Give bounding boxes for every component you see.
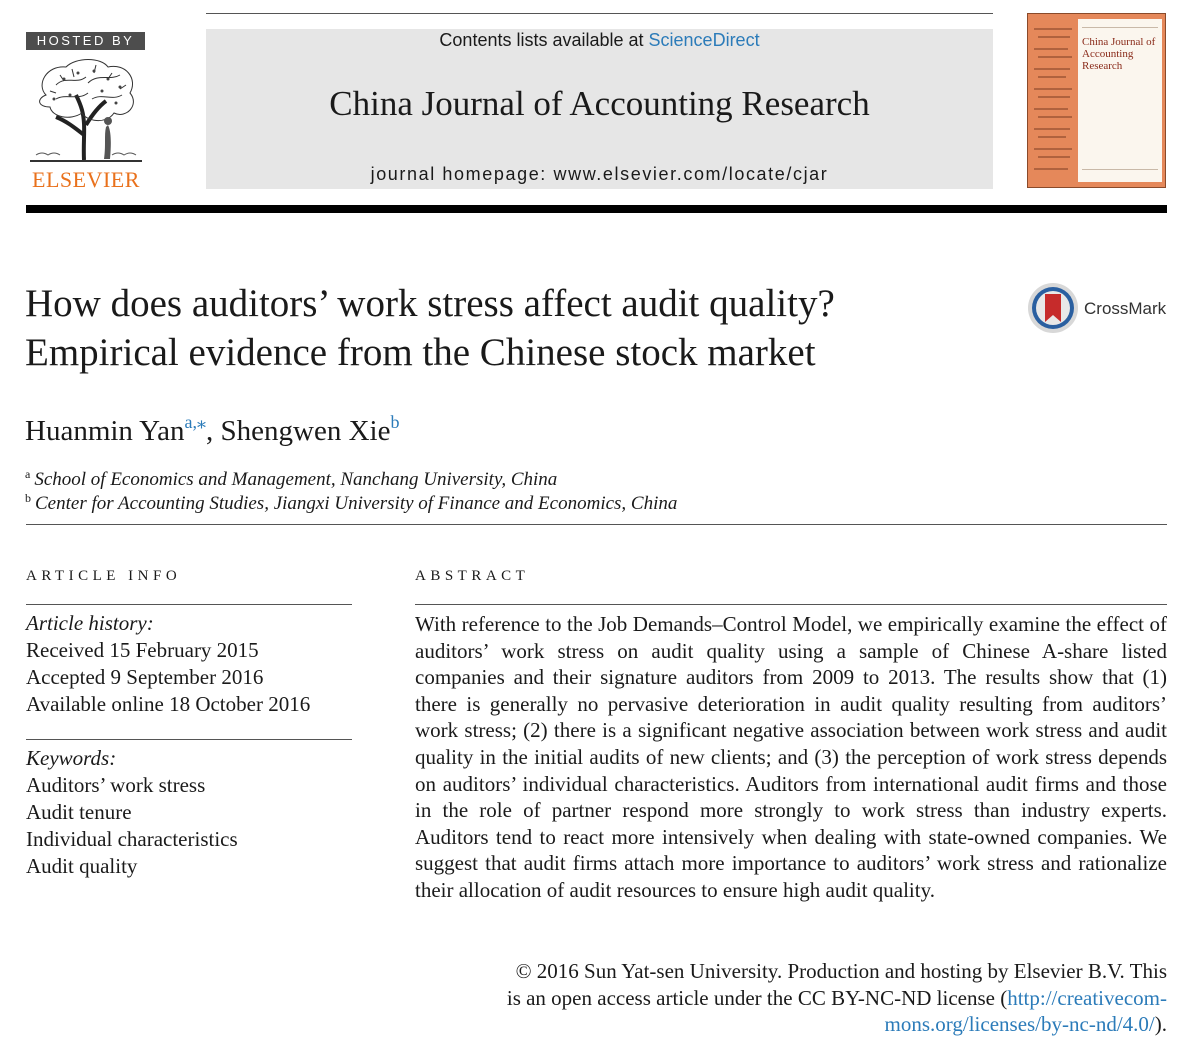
section-divider bbox=[26, 524, 1167, 525]
article-title-line2: Empirical evidence from the Chinese stock market bbox=[25, 331, 816, 374]
keywords-label: Keywords: bbox=[26, 746, 117, 770]
keyword-item: Auditors’ work stress bbox=[26, 773, 206, 797]
article-history-label: Article history: bbox=[26, 611, 154, 635]
license-link-continued[interactable]: mons.org/licenses/by-nc-nd/4.0/ bbox=[884, 1012, 1155, 1037]
affiliation-text: School of Economics and Management, Nanchang University, China bbox=[34, 469, 558, 490]
author-name[interactable]: Shengwen Xie bbox=[220, 415, 391, 447]
affiliation-b bbox=[25, 486, 677, 516]
crossmark-icon[interactable] bbox=[1027, 282, 1079, 334]
abstract-body: With reference to the Job Demands–Control Model, we empirically examine the effect of auditors’ work stress on audit quality using a sample of Chinese A-share listed companies and their signature auditors from 2009 to 2013. The results show that (1) there is generally no pervasive deterioration in audit quality resulting from auditors’ work stress; (2) there is a significant negative association between work stress and audit quality in the initial audits of new clients; and (3) the perception of work stress depends on auditors’ individual characteristics. Auditors from international audit firms and those in the role of partner respond more strongly to work stress than industry experts. Auditors tend to react more intensively when dealing with state-owned companies. We suggest that audit firms attach more importance to auditors’ work stress and rationalize their allocation of audit resources to ensure high audit quality. bbox=[415, 612, 1167, 902]
online-date: Available online 18 October 2016 bbox=[26, 692, 311, 716]
contents-prefix: Contents lists available at bbox=[439, 30, 649, 50]
journal-cover-thumbnail[interactable] bbox=[1027, 13, 1166, 188]
article-title-line1: How does auditors’ work stress affect audit quality? bbox=[25, 282, 835, 325]
author-list bbox=[25, 404, 399, 449]
author-name[interactable]: Huanmin Yan bbox=[25, 415, 185, 447]
copyright-notice bbox=[415, 958, 1167, 1038]
cover-rule bbox=[1082, 169, 1158, 170]
license-link[interactable]: http://creativecom- bbox=[1007, 985, 1167, 1010]
accepted-date: Accepted 9 September 2016 bbox=[26, 665, 264, 689]
author-affiliation-mark[interactable]: b bbox=[390, 412, 400, 432]
journal-title: China Journal of Accounting Research bbox=[329, 84, 870, 123]
contents-line bbox=[206, 29, 993, 51]
cover-contents-list bbox=[1032, 19, 1076, 181]
affiliation-text: Center for Accounting Studies, Jiangxi University of Finance and Economics, China bbox=[35, 493, 678, 514]
header-thick-rule bbox=[26, 205, 1167, 213]
cover-title-panel bbox=[1078, 19, 1162, 182]
abstract-heading: ABSTRACT bbox=[415, 568, 530, 584]
sciencedirect-link[interactable]: ScienceDirect bbox=[648, 30, 760, 50]
copyright-line2 bbox=[415, 985, 1167, 1012]
hosted-by-badge: HOSTED BY bbox=[26, 32, 145, 50]
license-text: is an open access article under the CC BY-NC-ND license ( bbox=[506, 985, 1008, 1010]
keyword-item: Individual characteristics bbox=[26, 827, 238, 851]
keywords-rule bbox=[26, 739, 352, 740]
abstract-rule bbox=[415, 604, 1167, 605]
affiliation-mark: b bbox=[25, 491, 31, 505]
article-info-heading: ARTICLE INFO bbox=[26, 568, 182, 584]
keyword-item: Audit quality bbox=[26, 854, 138, 878]
copyright-line1: © 2016 Sun Yat-sen University. Production and hosting by Elsevier B.V. This bbox=[515, 959, 1167, 983]
elsevier-tree-logo bbox=[26, 55, 146, 165]
cover-rule bbox=[1082, 27, 1158, 28]
article-title bbox=[25, 279, 1015, 377]
author-affiliation-mark[interactable]: a,⁎ bbox=[184, 412, 207, 432]
header-top-rule bbox=[206, 13, 993, 14]
author-separator: , bbox=[206, 415, 221, 447]
journal-homepage[interactable]: journal homepage: www.elsevier.com/locate/cjar bbox=[370, 164, 829, 184]
keyword-item: Audit tenure bbox=[26, 800, 132, 824]
copyright-line3 bbox=[415, 1011, 1167, 1038]
affiliation-mark: a bbox=[25, 467, 31, 481]
license-suffix: ). bbox=[1154, 1012, 1167, 1037]
cover-title: China Journal of Accounting Research bbox=[1082, 36, 1156, 72]
received-date: Received 15 February 2015 bbox=[26, 638, 259, 662]
crossmark-label[interactable]: CrossMark bbox=[1084, 299, 1167, 318]
article-info-rule bbox=[26, 604, 352, 605]
elsevier-wordmark: ELSEVIER bbox=[32, 167, 140, 192]
